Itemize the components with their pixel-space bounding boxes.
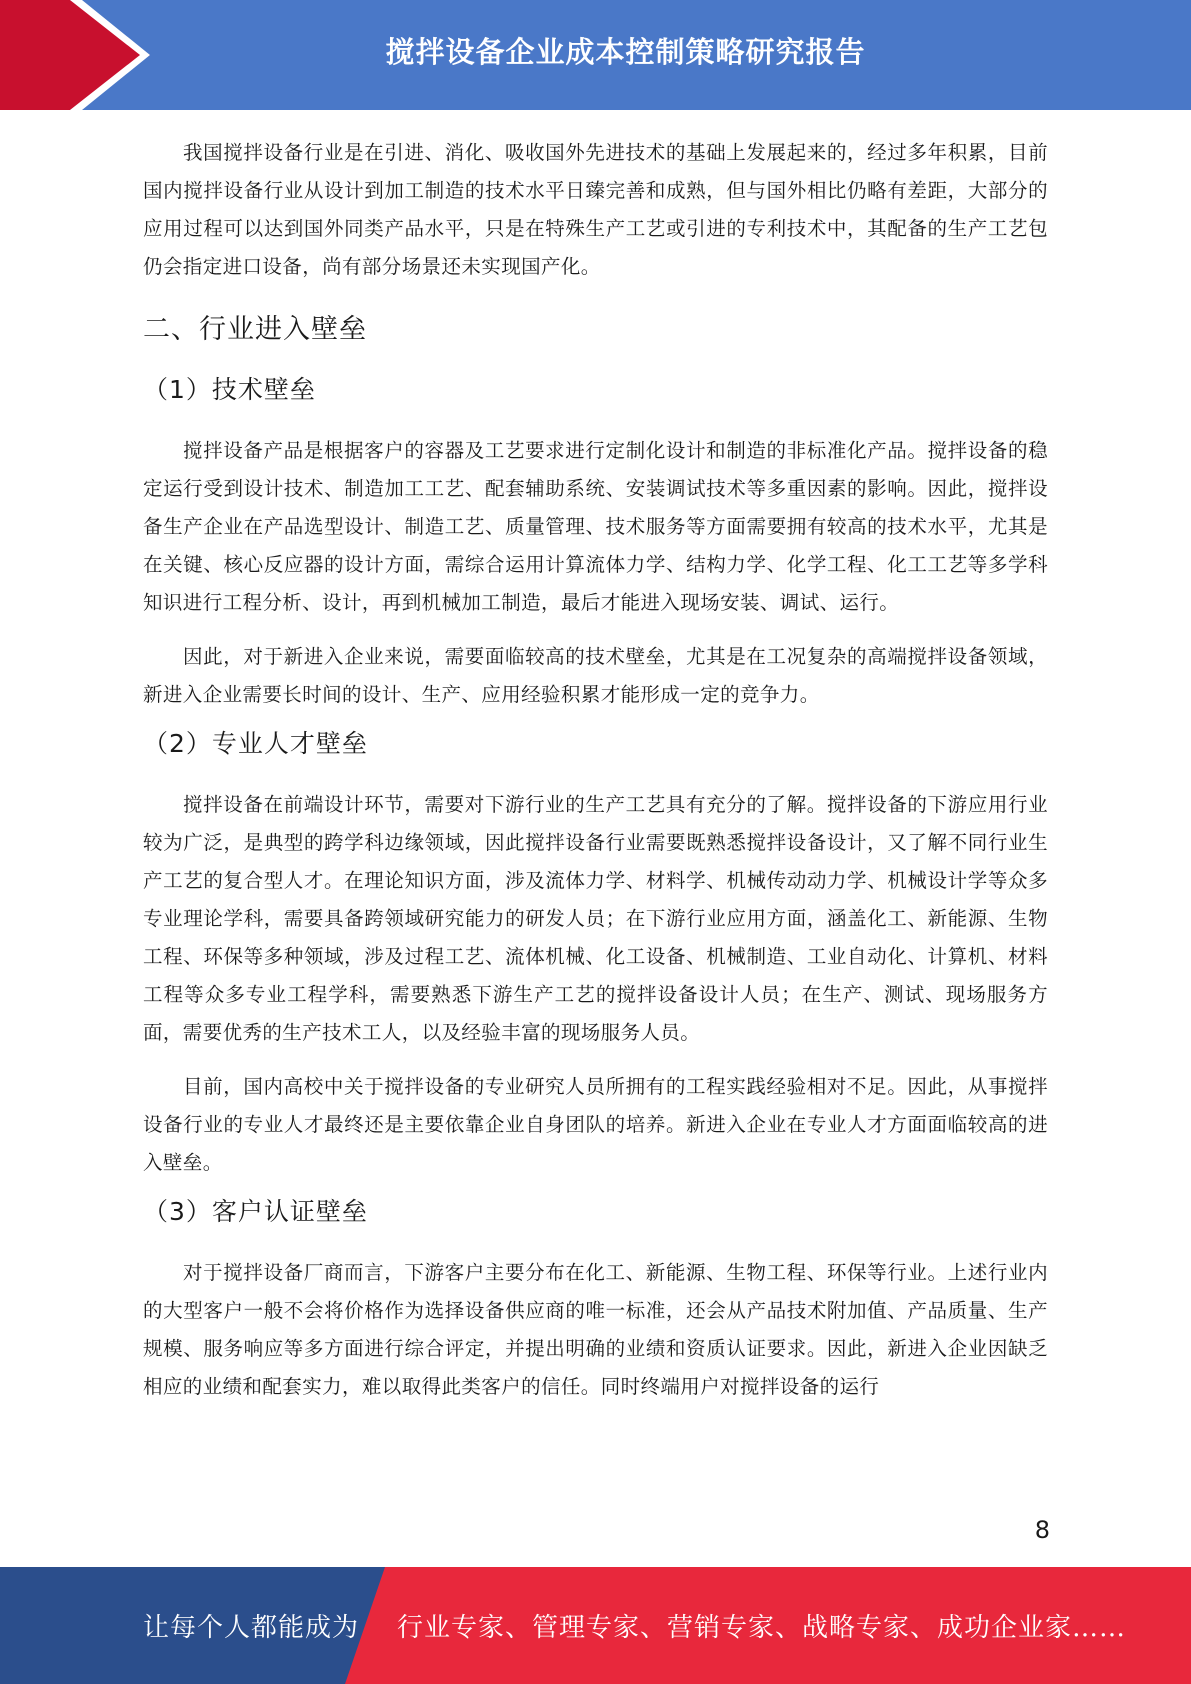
footer-slogan-left: 让每个人都能成为 <box>143 1613 360 1643</box>
footer-banner <box>0 1567 1191 1684</box>
subsection-heading-technical-barrier: （1）技术壁垒 <box>143 375 316 404</box>
header-banner <box>0 0 1191 110</box>
customer-barrier-paragraph-1: 对于搅拌设备厂商而言，下游客户主要分布在化工、新能源、生物工程、环保等行业。上述行业内的大型客户一般不会将价格作为选择设备供应商的唯一标准，还会从产品技术附加值、产品质量、生产规模、服务响应等多方面进行综合评定，并提出明确的业绩和资质认证要求。因此，新进入企业因缺乏相应的业绩和配套实力，难以取得此类客户的信任。同时终端用户对搅拌设备的运行 <box>143 1261 1048 1398</box>
subsection-heading-customer-certification-barrier: （3）客户认证壁垒 <box>143 1197 368 1226</box>
technical-barrier-paragraph-1: 搅拌设备产品是根据客户的容器及工艺要求进行定制化设计和制造的非标准化产品。搅拌设备的稳定运行受到设计技术、制造加工工艺、配套辅助系统、安装调试技术等多重因素的影响。因此，搅拌设备生产企业在产品选型设计、制造工艺、质量管理、技术服务等方面需要拥有较高的技术水平，尤其是在关键、核心反应器的设计方面，需综合运用计算流体力学、结构力学、化学工程、化工工艺等多学科知识进行工程分析、设计，再到机械加工制造，最后才能进入现场安装、调试、运行。 <box>143 439 1048 614</box>
talent-barrier-paragraph-1: 搅拌设备在前端设计环节，需要对下游行业的生产工艺具有充分的了解。搅拌设备的下游应用行业较为广泛，是典型的跨学科边缘领域，因此搅拌设备行业需要既熟悉搅拌设备设计，又了解不同行业生产工艺的复合型人才。在理论知识方面，涉及流体力学、材料学、机械传动动力学、机械设计学等众多专业理论学科，需要具备跨领域研究能力的研发人员；在下游行业应用方面，涵盖化工、新能源、生物工程、环保等多种领域，涉及过程工艺、流体机械、化工设备、机械制造、工业自动化、计算机、材料工程等众多专业工程学科，需要熟悉下游生产工艺的搅拌设备设计人员；在生产、测试、现场服务方面，需要优秀的生产技术工人，以及经验丰富的现场服务人员。 <box>143 793 1048 1044</box>
technical-barrier-paragraph-2: 因此，对于新进入企业来说，需要面临较高的技术壁垒，尤其是在工况复杂的高端搅拌设备领域，新进入企业需要长时间的设计、生产、应用经验积累才能形成一定的竞争力。 <box>143 645 1048 706</box>
footer-slogan-right: 行业专家、管理专家、营销专家、战略专家、成功企业家…… <box>397 1613 1127 1643</box>
talent-barrier-paragraph-2: 目前，国内高校中关于搅拌设备的专业研究人员所拥有的工程实践经验相对不足。因此，从事搅拌设备行业的专业人才最终还是主要依靠企业自身团队的培养。新进入企业在专业人才方面面临较高的进入壁垒。 <box>143 1075 1048 1174</box>
subsection-heading-talent-barrier: （2）专业人才壁垒 <box>143 729 368 758</box>
main-content <box>143 134 1048 1406</box>
intro-paragraph: 我国搅拌设备行业是在引进、消化、吸收国外先进技术的基础上发展起来的，经过多年积累，目前国内搅拌设备行业从设计到加工制造的技术水平日臻完善和成熟，但与国外相比仍略有差距，大部分的应用过程可以达到国外同类产品水平，只是在特殊生产工艺或引进的专利技术中，其配备的生产工艺包仍会指定进口设备，尚有部分场景还未实现国产化。 <box>143 141 1048 278</box>
document-title: 搅拌设备企业成本控制策略研究报告 <box>385 34 866 69</box>
page-number: 8 <box>1034 1516 1050 1544</box>
section-heading-entry-barriers: 二、行业进入壁垒 <box>143 314 367 345</box>
